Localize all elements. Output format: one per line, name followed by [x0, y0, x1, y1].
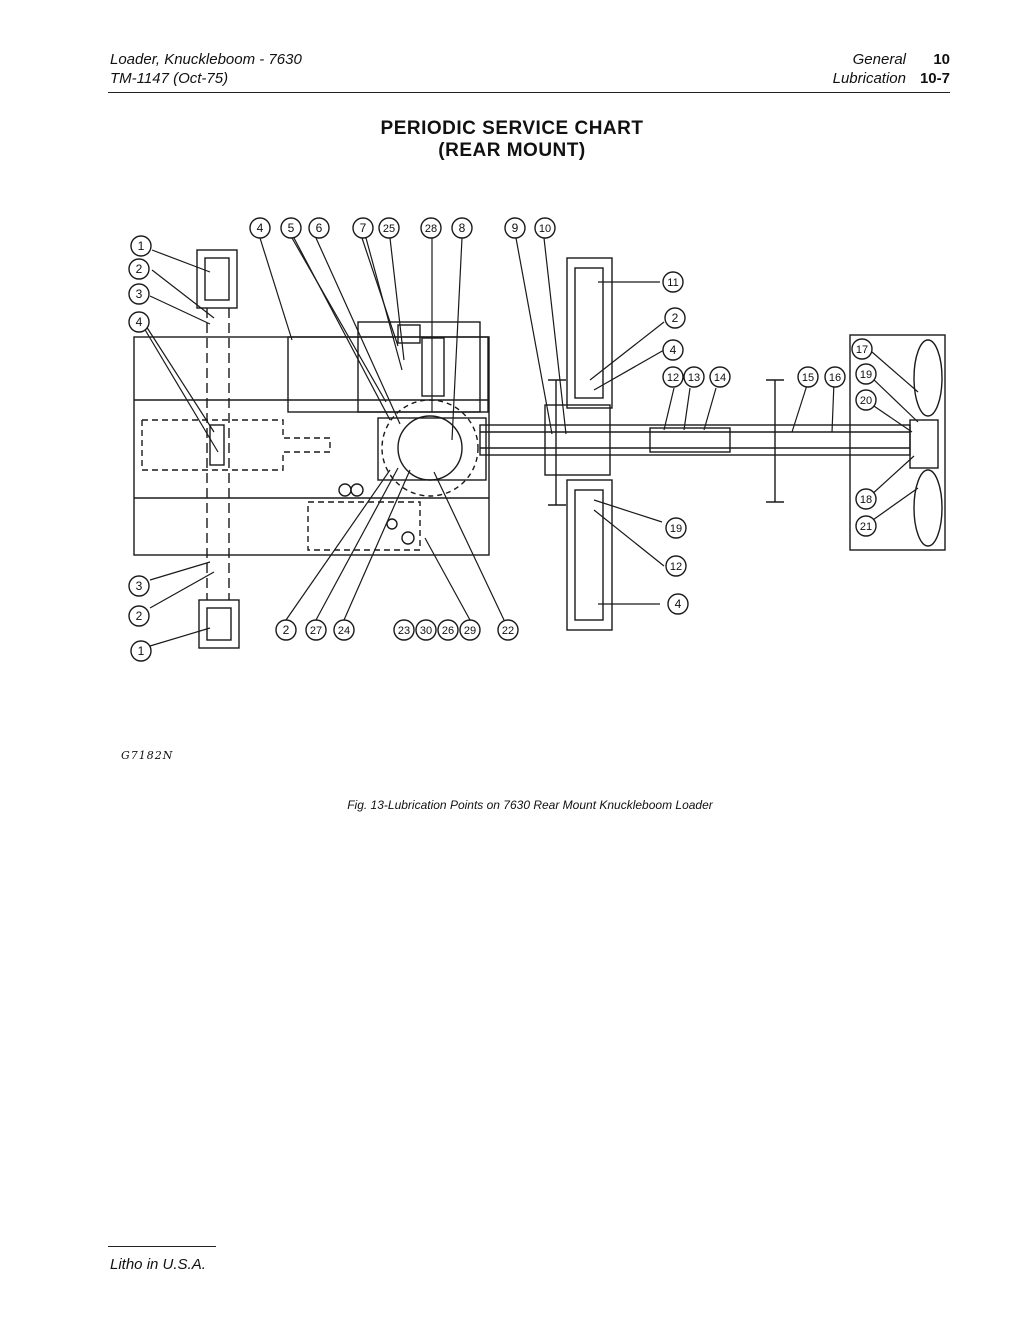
callout-4 [250, 218, 270, 238]
callout-29 [460, 620, 480, 640]
callout-number: 10 [538, 223, 552, 235]
callout-10 [535, 218, 555, 238]
callout-18 [856, 489, 876, 509]
callout-number: 12 [666, 372, 680, 384]
callout-number: 19 [669, 523, 683, 535]
callout-2 [129, 259, 149, 279]
callout-30 [416, 620, 436, 640]
callout-4 [129, 312, 149, 332]
callout-26 [438, 620, 458, 640]
callout-number: 8 [458, 221, 466, 235]
callout-4 [668, 594, 688, 614]
machine-outline [134, 337, 489, 555]
callout-28 [421, 218, 441, 238]
callout-2 [129, 606, 149, 626]
callout-19 [856, 364, 876, 384]
callout-number: 23 [397, 625, 411, 637]
callout-number: 14 [713, 372, 727, 384]
turntable [358, 322, 486, 496]
callout-number: 25 [382, 223, 396, 235]
callout-13 [684, 367, 704, 387]
callout-1 [131, 641, 151, 661]
callout-16 [825, 367, 845, 387]
chart-title-line1: PERIODIC SERVICE CHART [380, 118, 644, 139]
callout-number: 2 [282, 623, 290, 637]
callout-number: 30 [419, 625, 433, 637]
callout-2 [665, 308, 685, 328]
callout-21 [856, 516, 876, 536]
callout-number: 2 [135, 262, 143, 276]
callout-number: 27 [309, 625, 323, 637]
callout-number: 24 [337, 625, 351, 637]
callout-number: 3 [135, 579, 143, 593]
callout-number: 13 [687, 372, 701, 384]
callout-number: 5 [287, 221, 295, 235]
footer-rule [108, 1246, 216, 1247]
callout-27 [306, 620, 326, 640]
callout-8 [452, 218, 472, 238]
figure-id: G7182N [121, 749, 174, 762]
callout-number: 19 [859, 369, 873, 381]
callout-23 [394, 620, 414, 640]
callout-number: 1 [137, 239, 145, 253]
callout-number: 17 [855, 344, 869, 356]
callout-22 [498, 620, 518, 640]
callout-3 [129, 284, 149, 304]
section-number: 10 [933, 51, 950, 68]
leader-lines [144, 238, 918, 646]
callout-11 [663, 272, 683, 292]
callout-number: 9 [511, 221, 519, 235]
callout-24 [334, 620, 354, 640]
callout-number: 2 [671, 311, 679, 325]
group-name: Lubrication [832, 70, 906, 87]
chart-title-line2: (REAR MOUNT) [438, 140, 586, 161]
callout-number: 11 [667, 277, 679, 289]
callout-20 [856, 390, 876, 410]
callout-number: 21 [859, 521, 873, 533]
callout-12 [663, 367, 683, 387]
callout-number: 4 [256, 221, 264, 235]
callout-number: 3 [135, 287, 143, 301]
callout-number: 15 [801, 372, 815, 384]
callout-number: 20 [859, 395, 873, 407]
callout-layer [129, 218, 876, 661]
callout-number: 22 [501, 625, 515, 637]
callout-25 [379, 218, 399, 238]
manual-title: Loader, Knuckleboom - 7630 [110, 51, 302, 68]
callout-number: 26 [441, 625, 455, 637]
callout-number: 2 [135, 609, 143, 623]
callout-number: 6 [315, 221, 323, 235]
callout-number: 4 [669, 343, 677, 357]
right-outrigger [567, 258, 612, 630]
callout-number: 12 [669, 561, 683, 573]
callout-number: 4 [135, 315, 143, 329]
callout-1 [131, 236, 151, 256]
callout-7 [353, 218, 373, 238]
callout-4 [663, 340, 683, 360]
callout-15 [798, 367, 818, 387]
callout-14 [710, 367, 730, 387]
figure-caption: Fig. 13-Lubrication Points on 7630 Rear Mount Knuckleboom Loader [347, 798, 713, 812]
manual-number: TM-1147 (Oct-75) [110, 70, 229, 87]
callout-2 [276, 620, 296, 640]
callout-number: 28 [424, 223, 438, 235]
section-name: General [852, 51, 906, 68]
footer-text: Litho in U.S.A. [110, 1256, 206, 1273]
callout-number: 18 [859, 494, 873, 506]
callout-number: 4 [674, 597, 682, 611]
callout-9 [505, 218, 525, 238]
callout-17 [852, 339, 872, 359]
callout-number: 29 [463, 625, 477, 637]
callout-3 [129, 576, 149, 596]
callout-19 [666, 518, 686, 538]
callout-5 [281, 218, 301, 238]
callout-number: 1 [137, 644, 145, 658]
boom [480, 380, 910, 505]
callout-number: 16 [828, 372, 842, 384]
callout-12 [666, 556, 686, 576]
callout-6 [309, 218, 329, 238]
callout-number: 7 [359, 221, 367, 235]
page-number: 10-7 [919, 70, 950, 87]
